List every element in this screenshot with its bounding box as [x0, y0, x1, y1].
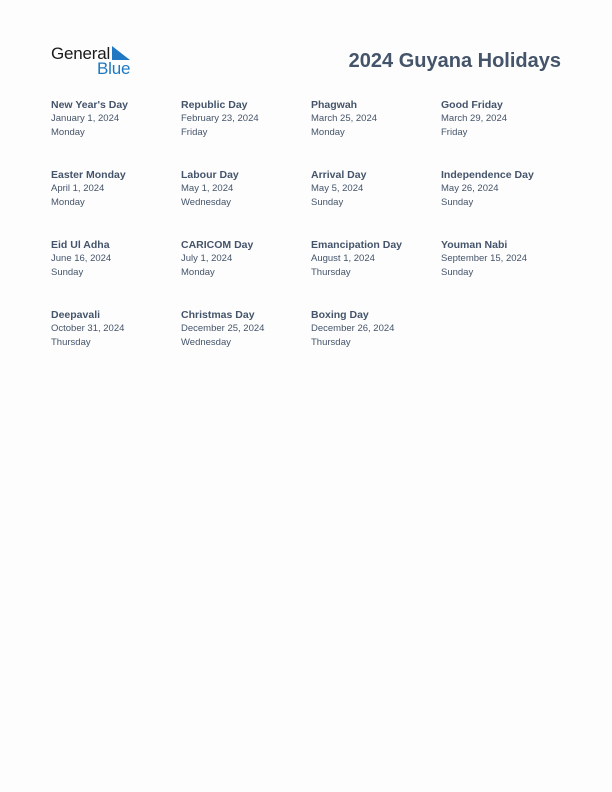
- holiday-item: [51, 168, 181, 238]
- holiday-name: Easter Monday: [51, 169, 126, 181]
- holiday-item: [311, 308, 441, 378]
- holiday-item: [311, 168, 441, 238]
- holiday-weekday: Wednesday: [181, 336, 231, 348]
- holiday-date: June 16, 2024: [51, 253, 112, 264]
- holiday-name: Youman Nabi: [441, 239, 508, 251]
- holiday-date: December 26, 2024: [311, 323, 395, 334]
- holiday-name: Emancipation Day: [311, 239, 403, 251]
- holiday-name: Christmas Day: [181, 309, 255, 321]
- holiday-item: [181, 168, 311, 238]
- holiday-weekday: Sunday: [441, 196, 474, 208]
- holiday-date: April 1, 2024: [51, 183, 105, 194]
- holiday-item: [441, 238, 571, 308]
- holiday-item: [51, 238, 181, 308]
- holiday-weekday: Sunday: [51, 266, 84, 278]
- generalblue-logo: [51, 44, 135, 78]
- holiday-item: [311, 238, 441, 308]
- holiday-item: [311, 98, 441, 168]
- holiday-item: [51, 98, 181, 168]
- holiday-name: Good Friday: [441, 99, 503, 111]
- holiday-date: May 5, 2024: [311, 183, 364, 194]
- holiday-weekday: Sunday: [311, 196, 344, 208]
- holiday-item: [441, 168, 571, 238]
- holiday-weekday: Wednesday: [181, 196, 231, 208]
- holiday-weekday: Thursday: [311, 266, 351, 278]
- holiday-weekday: Sunday: [441, 266, 474, 278]
- holiday-item: [51, 308, 181, 378]
- holiday-name: CARICOM Day: [181, 239, 254, 251]
- holiday-weekday: Friday: [181, 126, 208, 138]
- holiday-date: January 1, 2024: [51, 113, 120, 124]
- holiday-name: Arrival Day: [311, 169, 367, 181]
- logo-word-general: General: [51, 44, 111, 63]
- logo-word-blue: Blue: [97, 59, 131, 78]
- holiday-item: [181, 308, 311, 378]
- holiday-date: October 31, 2024: [51, 323, 125, 334]
- holiday-item: [181, 238, 311, 308]
- holiday-name: Republic Day: [181, 99, 248, 111]
- page-title: 2024 Guyana Holidays: [348, 50, 561, 72]
- holiday-name: Eid Ul Adha: [51, 239, 110, 251]
- holiday-item: [181, 98, 311, 168]
- holiday-date: February 23, 2024: [181, 113, 259, 124]
- holiday-date: July 1, 2024: [181, 253, 233, 264]
- holiday-weekday: Friday: [441, 126, 468, 138]
- holiday-name: Boxing Day: [311, 309, 369, 321]
- holiday-date: August 1, 2024: [311, 253, 375, 264]
- holiday-date: May 1, 2024: [181, 183, 234, 194]
- holiday-weekday: Monday: [311, 126, 345, 138]
- holiday-date: May 26, 2024: [441, 183, 499, 194]
- holiday-grid: [51, 98, 571, 378]
- holiday-weekday: Monday: [51, 126, 85, 138]
- holiday-name: Independence Day: [441, 169, 534, 181]
- holiday-weekday: Monday: [51, 196, 85, 208]
- holiday-weekday: Thursday: [311, 336, 351, 348]
- holiday-date: March 29, 2024: [441, 113, 508, 124]
- holiday-date: September 15, 2024: [441, 253, 528, 264]
- holiday-name: Deepavali: [51, 309, 101, 321]
- holiday-weekday: Monday: [181, 266, 215, 278]
- holiday-item: [441, 98, 571, 168]
- holiday-name: Phagwah: [311, 99, 358, 111]
- holiday-name: Labour Day: [181, 169, 239, 181]
- holiday-date: March 25, 2024: [311, 113, 378, 124]
- logo-flag-icon: [112, 46, 130, 60]
- holiday-date: December 25, 2024: [181, 323, 265, 334]
- holiday-name: New Year's Day: [51, 99, 129, 111]
- holiday-weekday: Thursday: [51, 336, 91, 348]
